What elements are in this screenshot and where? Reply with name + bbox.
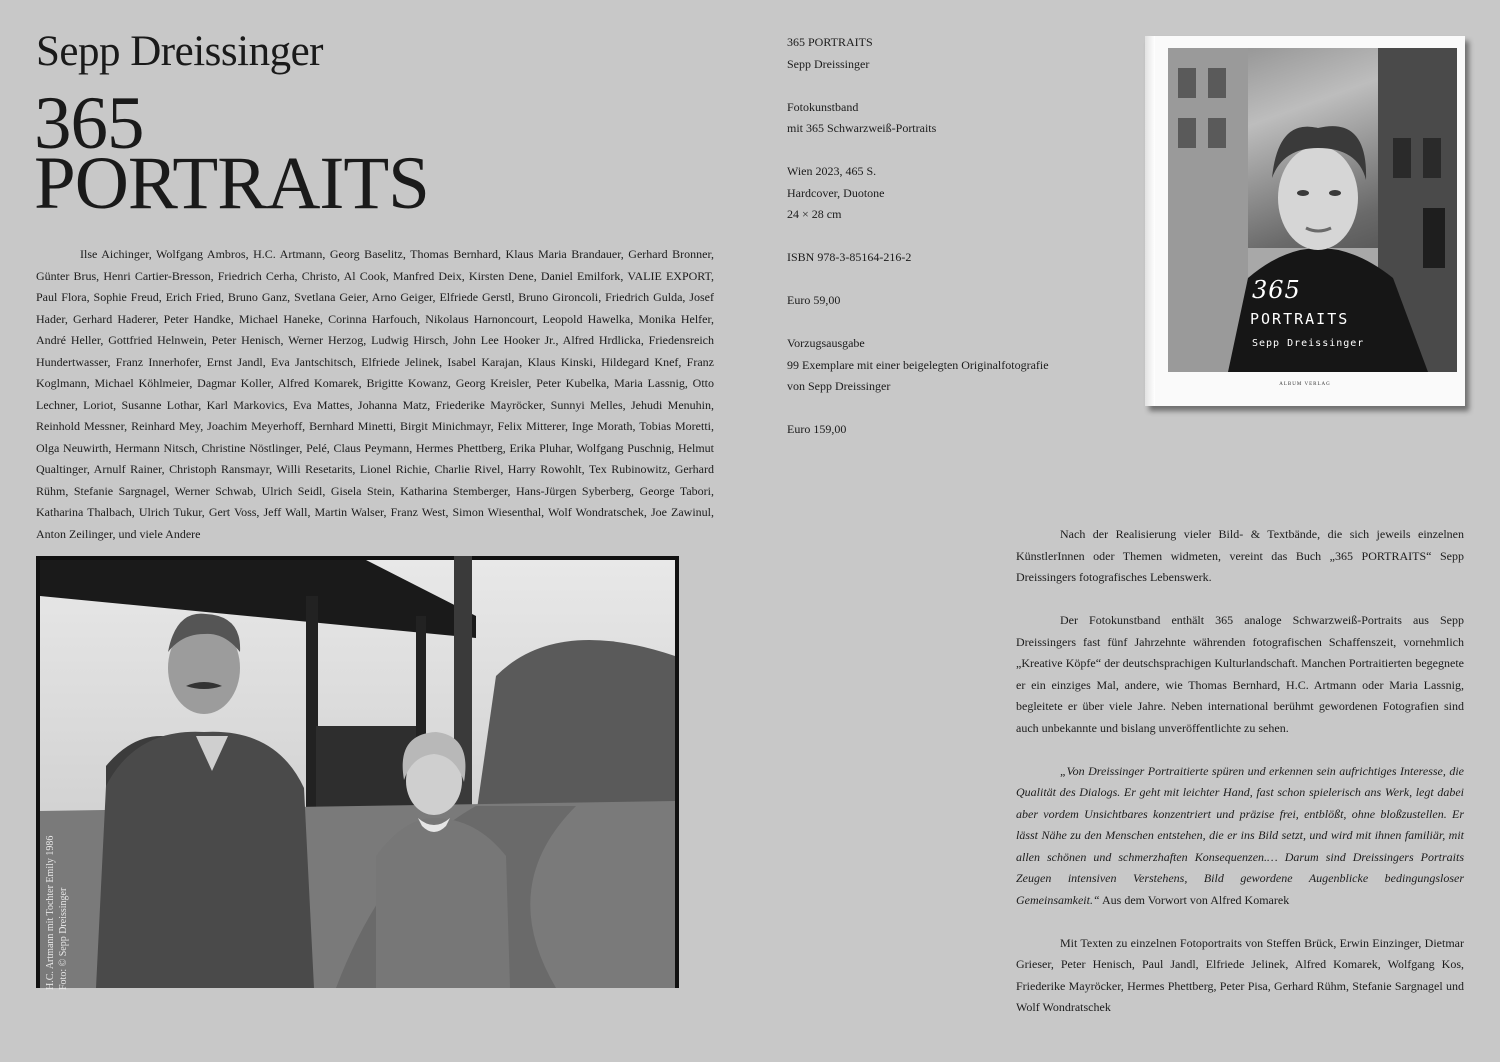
book-description [1016, 524, 1464, 1040]
book-title-word: PORTRAITS [34, 142, 429, 225]
author-heading: Sepp Dreissinger [36, 28, 323, 75]
cover-author: Sepp Dreissinger [1252, 338, 1365, 349]
info-isbn: ISBN 978-3-85164-216-2 [787, 250, 912, 264]
foreword-quote-text: „Von Dreissinger Portraitierte spüren und erkennen sein aufrichtiges Interesse, die Qualität des Dialogs. Er geht mit leichter Hand, fast schon spielerisch ans Werk, legt dabei aber vordem Unsichtbares konzentriert und präzise frei, entblößt, ohne bloßzustellen. Er lässt Nähe zu den Menschen entstehen, die er ins Bild setzt, und wird mit ihnen familiär, mit allen schönen und schmerzhaften Konsequenzen.… Darum sind Dreissingers Portraits Zeugen intensiven Verstehens, Bild gewordene Augenblicke bedingungsloser Gemeinsamkeit.“ [1016, 763, 1464, 907]
photo-caption-title: H.C. Artmann mit Tochter Emily 1986 [45, 835, 56, 990]
info-binding: Hardcover, Duotone [787, 185, 885, 200]
info-place-pages: Wien 2023, 465 S. [787, 164, 877, 178]
description-paragraph-2: Der Fotokunstband enthält 365 analoge Schwarzweiß-Portraits aus Sepp Dreissingers fast fünf Jahrzehnte währenden fotografischen Schaffenszeit, vornehmlich „Kreative Köpfe“ der deutschsprachigen Kulturlandschaft. Manchen Portraitierten begegnete er ein einziges Mal, andere, wie Thomas Bernhard, H.C. Artmann oder Maria Lassnig, begleitete er über viele Jahre. Neben international berühmt gewordenen Fotografien sind auch unbekannte und bislang unveröffentlichte zu sehen. [1016, 613, 1464, 735]
cover-number: 365 [1252, 276, 1301, 304]
description-paragraph-1: Nach der Realisierung vieler Bild- & Textbände, die sich jeweils einzelnen KünstlerInnen oder Themen widmeten, vereint das Buch „365 PORTRAITS“ Sepp Dreissingers fotografisches Lebenswerk. [1016, 527, 1464, 584]
info-type: Fotokunstband [787, 99, 859, 114]
foreword-quote [1016, 761, 1464, 912]
book-title-number: 365 [34, 82, 144, 165]
foreword-quote-source: Aus dem Vorwort von Alfred Komarek [1099, 892, 1290, 907]
info-special-desc-2: von Sepp Dreissinger [787, 379, 891, 393]
info-subtitle: mit 365 Schwarzweiß-Portraits [787, 121, 937, 135]
info-author: Sepp Dreissinger [787, 56, 870, 71]
info-price: Euro 59,00 [787, 293, 841, 307]
book-spine-edge [1145, 36, 1155, 406]
cover-title: PORTRAITS [1250, 310, 1350, 328]
portrayed-names-list: Ilse Aichinger, Wolfgang Ambros, H.C. Artmann, Georg Baselitz, Thomas Bernhard, Klaus Maria Brandauer, Gerhard Bronner, Günter Brus, Henri Cartier-Bresson, Friedrich Cerha, Christo, Al Cook, Manfred Deix, Kirsten Dene, Daniel Emilfork, VALIE EXPORT, Paul Flora, Sophie Freud, Erich Fried, Bruno Ganz, Svetlana Geier, Arno Geiger, Elfriede Gerstl, Bruno Gironcoli, Friedrich Gulda, Josef Hader, Gerhard Haderer, Peter Handke, Michael Haneke, Corinna Harfouch, Nikolaus Harnoncourt, Leopold Hawelka, Monika Helfer, André Heller, Gottfried Helnwein, Peter Henisch, Werner Herzog, Ludwig Hirsch, John Lee Hooker Jr., Alfred Hrdlicka, Friedensreich Hundertwasser, Franz Innerhofer, Ernst Jandl, Eva Jantschitsch, Elfriede Jelinek, Isabel Karajan, Klaus Kinski, Hildegard Knef, Franz Koglmann, Michael Köhlmeier, Dagmar Koller, Alfred Komarek, Brigitte Kowanz, Georg Kreisler, Peter Kubelka, Maria Lassnig, Otto Lechner, Loriot, Susanne Lothar, Karl Markovics, Eva Mattes, Johanna Matz, Friederike Mayröcker, Sunnyi Melles, Jehudi Menuhin, Reinhold Messner, Reinhard Mey, Joachim Meyerhoff, Bernhard Minetti, Birgit Minichmayr, Felix Mitterer, Inge Morath, Tobias Moretti, Olga Neuwirth, Hermann Nitsch, Christine Nöstlinger, Pelé, Claus Peymann, Hermes Phettberg, Erika Pluhar, Wolfgang Puschnig, Helmut Qualtinger, Arnulf Rainer, Christoph Ransmayr, Willi Resetarits, Lionel Richie, Charlie Rivel, Harry Rowohlt, Tex Rubinowitz, Gerhard Rühm, Stefanie Sargnagel, Werner Schwab, Ulrich Seidl, Gisela Stein, Katharina Stemberger, Hans-Jürgen Syberberg, George Tabori, Katharina Thalbach, Ulrich Tukur, Gert Voss, Jeff Wall, Martin Walser, Franz West, Simon Wiesenthal, Wolf Wondratschek, Joe Zawinul, Anton Zeilinger, und viele Andere [36, 247, 714, 541]
cover-publisher: ALBUM VERLAG [1279, 382, 1331, 387]
info-special-label: Vorzugsausgabe [787, 336, 865, 350]
book-info [787, 32, 1117, 441]
book-cover [1145, 36, 1465, 406]
description-paragraph-4: Mit Texten zu einzelnen Fotoportraits von Steffen Brück, Erwin Einzinger, Dietmar Grieser, Peter Henisch, Paul Jandl, Elfriede Jelinek, Alfred Komarek, Wolfgang Kos, Friederike Mayröcker, Hermes Phettberg, Peter Pisa, Gerhard Rühm, Stefanie Sargnagel und Wolf Wondratschek [1016, 935, 1464, 1014]
info-special-desc-1: 99 Exemplare mit einer beigelegten Originalfotografie [787, 357, 1049, 372]
book-title [34, 82, 429, 225]
info-special-price: Euro 159,00 [787, 422, 847, 436]
info-size: 24 × 28 cm [787, 207, 842, 221]
photo-caption-credit: Foto: © Sepp Dreissinger [58, 887, 69, 990]
cover-photo [1168, 48, 1457, 372]
photo-caption [44, 780, 70, 990]
artmann-photo [36, 556, 679, 988]
info-book-title: 365 PORTRAITS [787, 35, 873, 49]
